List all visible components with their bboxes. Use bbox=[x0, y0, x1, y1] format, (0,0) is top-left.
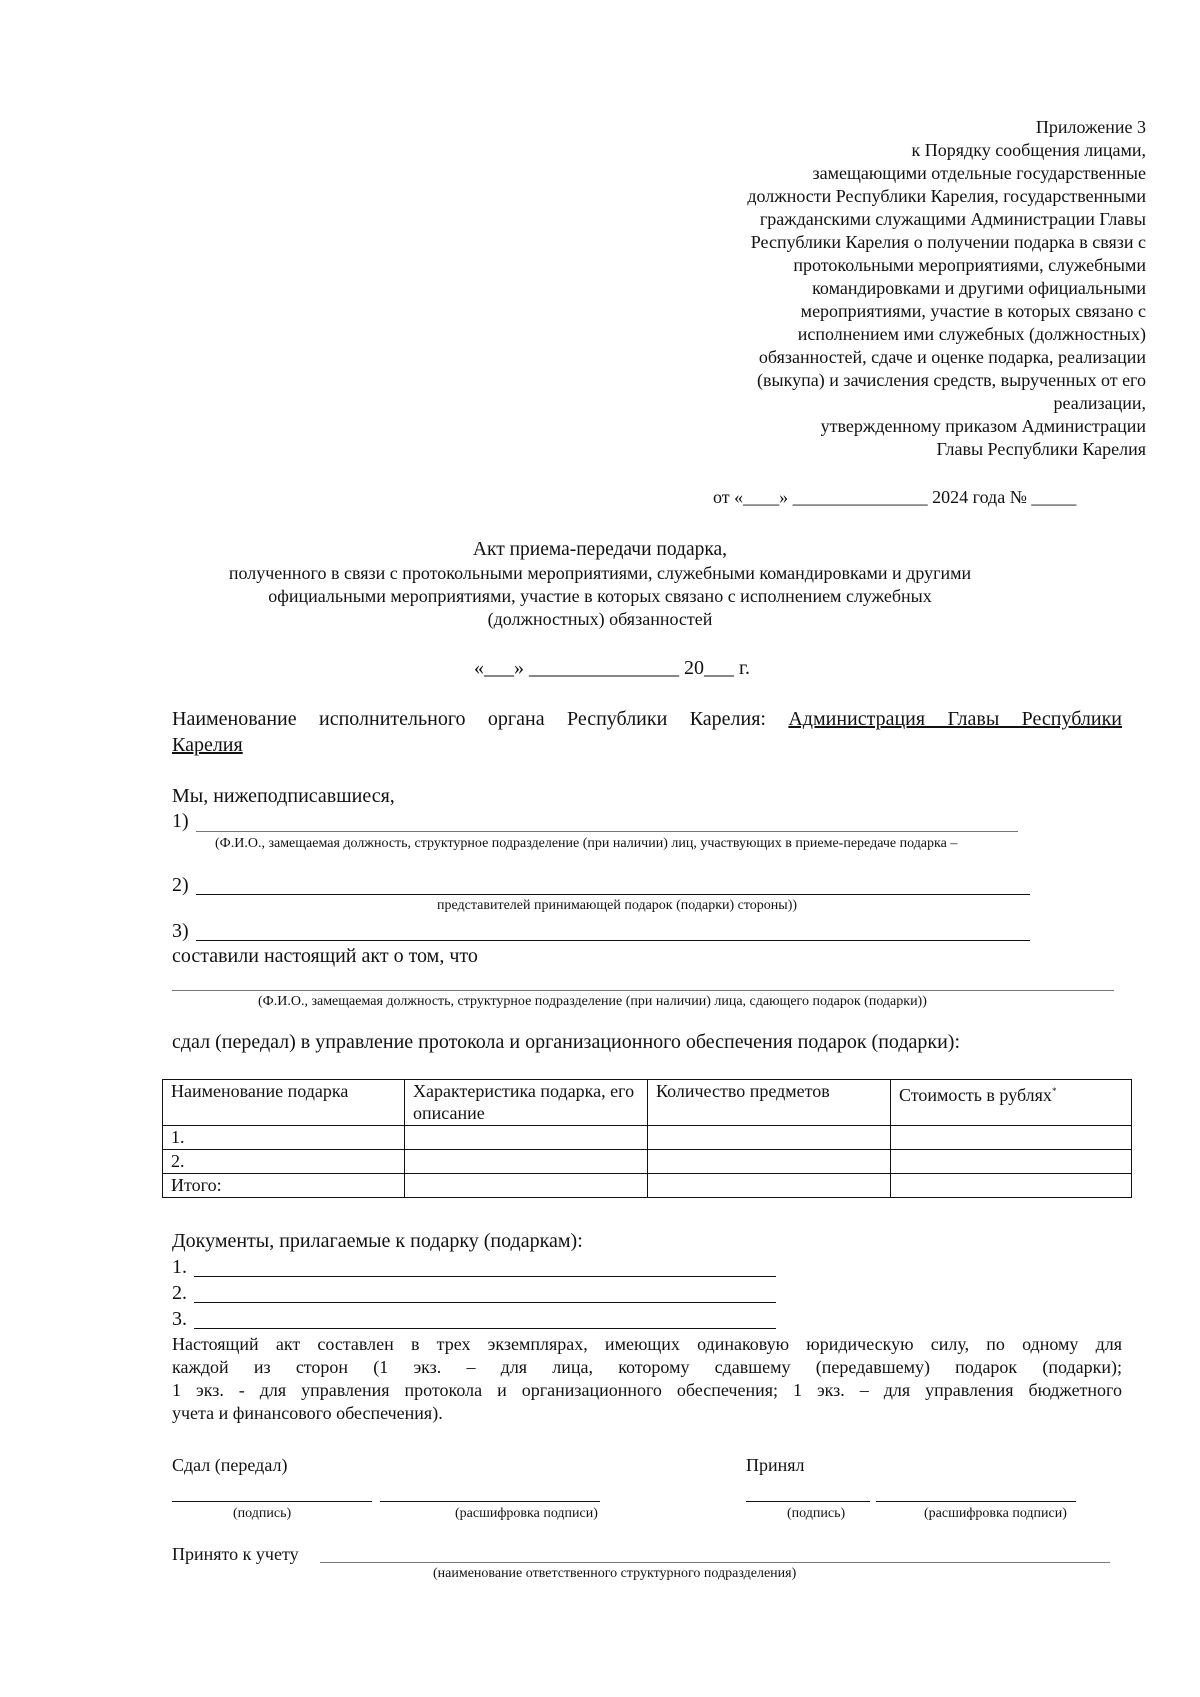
act-title: Акт приема-передачи подарка, bbox=[472, 539, 728, 560]
organ-value: Администрация Главы Республики bbox=[788, 708, 1122, 730]
decoding-hint: (расшифровка подписи) bbox=[455, 1506, 598, 1521]
appendix-line: Республики Карелия о получении подарка в связи с bbox=[750, 232, 1146, 252]
signatory-hint: (Ф.И.О., замещаемая должность, структурное подразделение (при наличии) лиц, участвующих в приеме-передаче подарка – bbox=[215, 836, 958, 851]
signatory-hint: представителей принимающей подарок (подарки) стороны)) bbox=[437, 898, 798, 913]
appendix-line: замещающими отдельные государственные bbox=[812, 163, 1146, 183]
act-date-line: «___» _______________ 20___ г. bbox=[474, 657, 750, 679]
table-cell: 1. bbox=[163, 1126, 405, 1150]
appendix-line: к Порядку сообщения лицами, bbox=[911, 140, 1146, 160]
signatory-1-line bbox=[196, 831, 1018, 832]
appendix-line: реализации, bbox=[1053, 393, 1146, 413]
table-header-cell: Количество предметов bbox=[648, 1080, 891, 1126]
signatory-number: 2) bbox=[172, 874, 189, 896]
appendix-line: мероприятиями, участие в которых связано с bbox=[800, 301, 1146, 321]
appendix-line: (выкупа) и зачисления средств, вырученных от его bbox=[757, 370, 1146, 390]
table-header-cell: Наименование подарка bbox=[163, 1080, 405, 1126]
received-label: Принял bbox=[746, 1455, 805, 1475]
signatory-3-line bbox=[196, 940, 1030, 941]
decoding-hint: (расшифровка подписи) bbox=[924, 1506, 1067, 1521]
table-cell bbox=[405, 1150, 648, 1174]
table-cell bbox=[648, 1150, 891, 1174]
signatory-number: 3) bbox=[172, 920, 189, 942]
table-cell bbox=[891, 1174, 1132, 1198]
document-number: 3. bbox=[172, 1308, 187, 1330]
document-number: 1. bbox=[172, 1256, 187, 1278]
gave-decoding-line bbox=[380, 1501, 600, 1502]
signatory-number: 1) bbox=[172, 810, 189, 832]
table-row bbox=[163, 1126, 1132, 1150]
cost-header: Стоимость в рублях bbox=[899, 1085, 1052, 1105]
table-header-row bbox=[163, 1080, 1132, 1126]
act-subtitle-line: (должностных) обязанностей bbox=[487, 609, 713, 629]
received-signature-line bbox=[746, 1501, 870, 1502]
signatories-intro: Мы, нижеподписавшиеся, bbox=[172, 785, 395, 807]
document-number: 2. bbox=[172, 1282, 187, 1304]
appendix-line: обязанностей, сдаче и оценке подарка, реализации bbox=[758, 347, 1146, 367]
signature-hint: (подпись) bbox=[787, 1506, 846, 1521]
organ-line bbox=[172, 708, 1122, 731]
note-line: 1 экз. - для управления протокола и организационного обеспечения; 1 экз. – для управления бюджетного bbox=[172, 1380, 1122, 1400]
gifts-table bbox=[162, 1079, 1132, 1198]
act-subtitle-line: официальными мероприятиями, участие в которых связано с исполнением служебных bbox=[268, 586, 932, 606]
table-cell: 2. bbox=[163, 1150, 405, 1174]
giver-hint: (Ф.И.О., замещаемая должность, структурное подразделение (при наличии) лица, сдающего подарок (подарки)) bbox=[258, 994, 927, 1009]
document-line bbox=[194, 1276, 776, 1277]
accepted-label: Принято к учету bbox=[172, 1544, 299, 1564]
table-cell bbox=[405, 1126, 648, 1150]
signature-hint: (подпись) bbox=[233, 1506, 292, 1521]
appendix-line: командировками и другими официальными bbox=[812, 278, 1146, 298]
accepted-hint: (наименование ответственного структурного подразделения) bbox=[433, 1566, 797, 1581]
table-cell bbox=[648, 1126, 891, 1150]
appendix-line: протокольными мероприятиями, служебными bbox=[793, 255, 1146, 275]
note-line: Настоящий акт составлен в трех экземплярах, имеющих одинаковую юридическую силу, по одному для bbox=[172, 1334, 1122, 1354]
appendix-line: гражданскими служащими Администрации Главы bbox=[759, 209, 1146, 229]
footnote-mark: * bbox=[1051, 1086, 1057, 1096]
gave-label: Сдал (передал) bbox=[172, 1455, 288, 1475]
gave-signature-line bbox=[172, 1501, 372, 1502]
appendix-line: должности Республики Карелия, государственными bbox=[747, 186, 1146, 206]
table-row bbox=[163, 1150, 1132, 1174]
note-line: каждой из сторон (1 экз. – для лица, которому сдавшему (передавшему) подарок (подарки); bbox=[172, 1357, 1122, 1377]
document-line bbox=[194, 1328, 776, 1329]
act-subtitle-line: полученного в связи с протокольными мероприятиями, служебными командировками и другими bbox=[228, 563, 972, 583]
appendix-line: утвержденному приказом Администрации bbox=[820, 416, 1146, 436]
table-header-cell: Характеристика подарка, его описание bbox=[405, 1080, 648, 1126]
appendix-line: исполнением ими служебных (должностных) bbox=[797, 324, 1146, 344]
documents-title: Документы, прилагаемые к подарку (подаркам): bbox=[172, 1230, 583, 1252]
organ-label: Наименование исполнительного органа Республики Карелия: bbox=[172, 708, 766, 730]
appendix-line: Главы Республики Карелия bbox=[936, 439, 1146, 459]
table-cell bbox=[891, 1150, 1132, 1174]
giver-line bbox=[172, 990, 1114, 991]
appendix-date-line: от «____» _______________ 2024 года № _____ bbox=[713, 487, 1077, 507]
table-header-cell bbox=[891, 1080, 1132, 1126]
received-decoding-line bbox=[876, 1501, 1076, 1502]
table-cell bbox=[891, 1126, 1132, 1150]
table-cell bbox=[648, 1174, 891, 1198]
note-line: учета и финансового обеспечения). bbox=[172, 1403, 443, 1423]
table-cell bbox=[405, 1174, 648, 1198]
accepted-line bbox=[320, 1562, 1110, 1563]
organ-value-cont: Карелия bbox=[172, 734, 243, 756]
document-line bbox=[194, 1302, 776, 1303]
table-cell: Итого: bbox=[163, 1174, 405, 1198]
appendix-line: Приложение 3 bbox=[1035, 117, 1146, 137]
handed-text: сдал (передал) в управление протокола и организационного обеспечения подарок (подарки): bbox=[172, 1031, 961, 1053]
compiled-text: составили настоящий акт о том, что bbox=[172, 945, 478, 967]
table-row bbox=[163, 1174, 1132, 1198]
signatory-2-line bbox=[196, 894, 1030, 895]
